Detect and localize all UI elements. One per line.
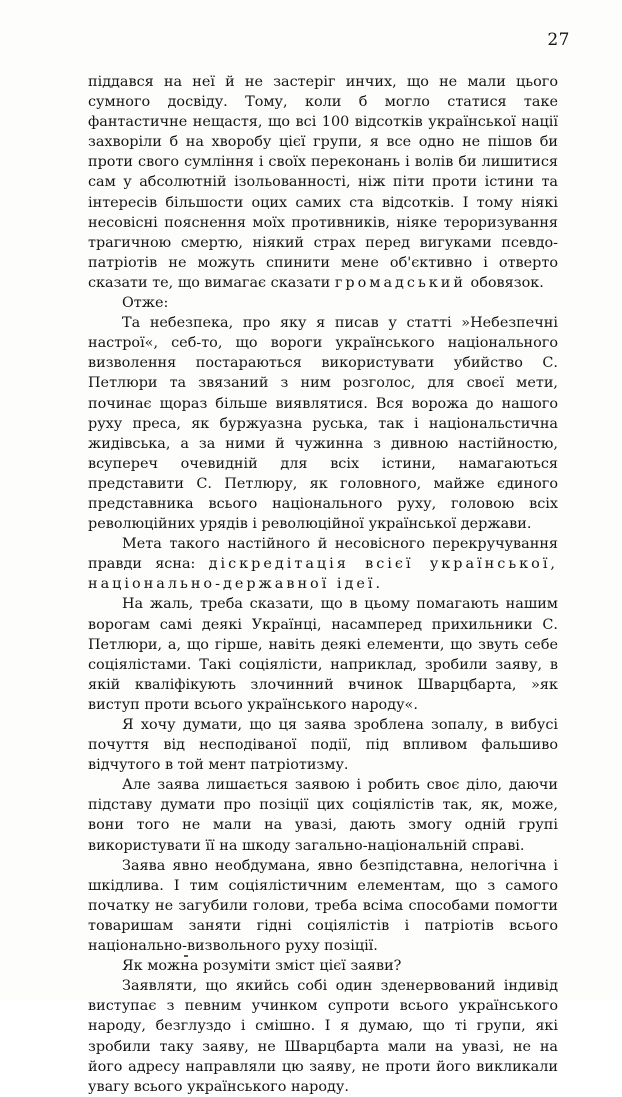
paragraph-therefore: Отже: bbox=[122, 295, 169, 312]
page-number: 27 bbox=[547, 30, 570, 50]
paragraph-unfortunately: На жаль, треба сказати, що в цьому помагають нашим ворогам самі деякі Українці, насамперед прихильники С. Петлюри, а, що гірше, навіть деякі елементи, що звуть себе соціялістами. Такі соціялісти, наприклад, зробили заяву, в якій кваліфікують злочинний вчинок Шварцбарта, »як виступ проти всього українського народу«. bbox=[88, 596, 558, 713]
paragraph-continuation bbox=[88, 72, 558, 293]
paragraph-text: піддався на неї й не застеріг инчих, що не мали цього сумного досвіду. Тому, коли б могло статися таке фантастичне нещастя, що всі 100 відсотків української нації захворіли б на хворобу цієї групи, я все одно не пішов би проти свого сумління і своїх переконань і волів би лишитися сам у абсолютній ізольованності, ніж піти проти істини та інтересів більшости оцих самих ста відсотків. І тому ніякі несовісні пояснення моїх противників, ніяке тероризування трагичною смертю, ніякий страх перед вигуками псевдо-патріотів не можуть спинити мене об'єктивно і отверто сказати те, що вимагає сказати bbox=[88, 74, 558, 291]
footer-mark bbox=[184, 955, 188, 957]
paragraph-text-end: обовязок. bbox=[465, 274, 544, 291]
paragraph-ill-considered: Заява явно необдумана, явно безпідставна, нелогічна і шкідлива. І тим соціялістичним елементам, що з самого початку не загубили голови, треба всіма способами помогти товаришам заняти гідні соціялістів і патріотів всього національно-визвольного руху позіції. bbox=[88, 857, 558, 955]
paragraph-declaring: Заявляти, що якийсь собі один зденервований індивід виступає з певним учинком супроти всього українського народу, безглуздо і смішно. І я думаю, що ті групи, які зробили таку заяву, не Шварцбарта мали на увазі, не на його адресу направляли цю заяву, не проти його викликали увагу всього українського народу. bbox=[88, 978, 558, 1095]
paragraph-question: Як можна розуміти зміст цієї заяви? bbox=[122, 958, 402, 975]
paragraph-statement-remains: Але заява лишається заявою і робить своє діло, даючи підставу думати про позіції цих соціялістів так, як, може, вони того не мали на увазі, дають змогу одній групі використувати її на шкоду загально-національній справі. bbox=[88, 777, 558, 854]
body-text bbox=[88, 72, 558, 1097]
paragraph-hope: Я хочу думати, що ця заява зроблена зопалу, в вибусі почуття від несподіваної події, під впливом фальшиво відчутого в той мент патріотизму. bbox=[88, 717, 558, 774]
emphasized-word: громадський bbox=[334, 274, 466, 291]
paragraph-danger: Та небезпека, про яку я писав у статті »Небезпечні настрої«, себ-то, що вороги українського національного визволення постараються використувати убийство С. Петлюри та звязаний з ним розголос, для своєї мети, починає щораз більше виявлятися. Вся ворожа до нашого руху преса, як буржуазна руська, так і національстична жидівська, а за ними й чужинна з дивною настійностю, всупереч очевидній для всіх істини, намагаються представити С. Петлюру, як головного, майже єдиного представника всього національного руху, головою всіх революційних урядів і революційної української держави. bbox=[88, 315, 558, 533]
paragraph-goal bbox=[88, 534, 558, 594]
emphasized-phrase: діскредітація всієї української, національно-державної ідеї. bbox=[88, 556, 558, 593]
paragraph-text: Мета такого настійного й несовісного перекручування правди ясна: bbox=[88, 536, 558, 573]
